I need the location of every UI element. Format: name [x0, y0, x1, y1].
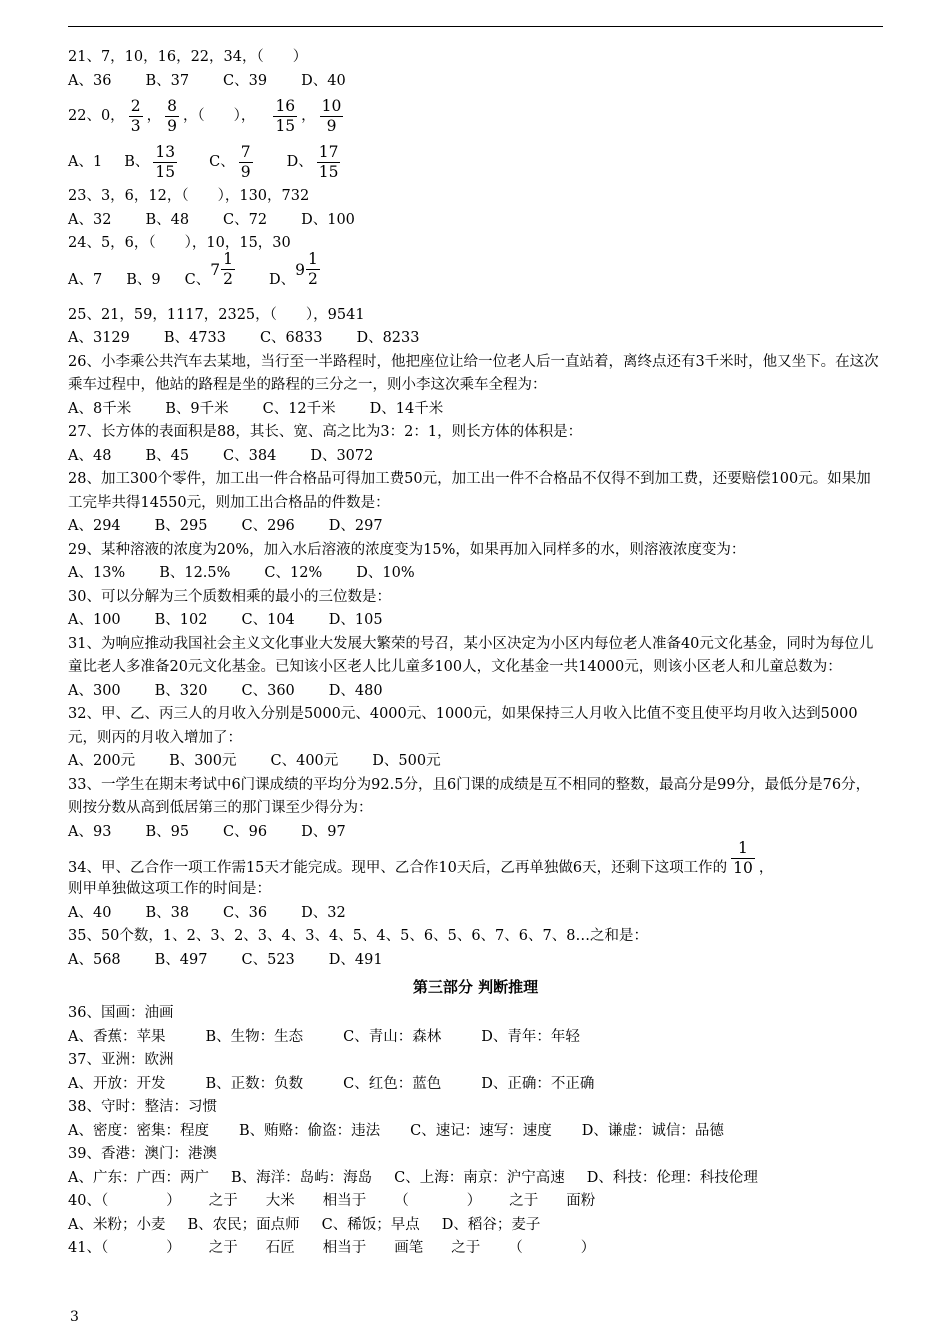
- question-24: 24、5，6，（ ），10，15，30: [68, 235, 291, 251]
- fraction-16-15: $\frac{16}{15}$: [275, 96, 296, 135]
- mixed-number-9-1-2: 9 $\frac{1}{2}$: [295, 250, 318, 288]
- option-29-a: A、13%: [68, 565, 126, 581]
- fraction-17-15: $\frac{17}{15}$: [318, 142, 339, 181]
- question-26: 26、小李乘公共汽车去某地，当行至一半路程时，他把座位让给一位老人后一直站着，离终点还有3千米时，他又坐下。在这次乘车过程中，他站的路程是坐的路程的三分之一，则小李这次乘车全程为：: [68, 353, 879, 393]
- option-26-b: B、9千米: [165, 400, 229, 417]
- option-22-c: C、: [209, 154, 235, 170]
- option-23-b: B、48: [145, 211, 190, 228]
- option-30-a: A、100: [68, 612, 121, 628]
- option-33-d: D、97: [301, 823, 346, 840]
- option-40-a: A、米粉；小麦: [68, 1216, 166, 1233]
- option-29-c: C、12%: [264, 565, 323, 581]
- question-22: 22、0， $\frac{2}{3}$ ， $\frac{8}{9}$ ，（ ）， $\frac{16}{15}$ ， $\frac{10}{9}$: [68, 96, 342, 135]
- option-31-b: B、320: [154, 682, 208, 699]
- option-36-b: B、生物：生态: [205, 1028, 304, 1045]
- options-34: [68, 902, 883, 926]
- question-36: 36、国画：油画: [68, 1005, 174, 1021]
- options-37: [68, 1073, 883, 1097]
- option-33-b: B、95: [145, 823, 190, 840]
- option-31-d: D、480: [328, 682, 383, 699]
- options-23: [68, 209, 883, 233]
- option-24-c: C、: [184, 271, 211, 288]
- option-38-b: B、贿赂：偷盗：违法: [238, 1122, 381, 1139]
- options-40: [68, 1214, 883, 1238]
- question-30: 30、可以分解为三个质数相乘的最小的三位数是：: [68, 588, 391, 605]
- question-28: 28、加工300个零件，加工出一件合格品可得加工费50元，加工出一件不合格品不仅得不到加工费，还要赔偿100元。如果加工完毕共得14550元，则加工出合格品的件数是：: [68, 471, 871, 511]
- option-40-d: D、稻谷；麦子: [441, 1216, 541, 1233]
- option-25-a: A、3129: [68, 330, 130, 346]
- option-25-c: C、6833: [259, 330, 323, 346]
- option-39-d: D、科技：伦理：科技伦理: [586, 1169, 758, 1186]
- option-36-a: A、香蕉：苹果: [68, 1028, 166, 1045]
- options-21: [68, 70, 883, 94]
- option-27-d: D、3072: [310, 447, 374, 464]
- fraction-1-10: $\frac{1}{10}$: [733, 838, 753, 877]
- question-38: 38、守时：整洁：习惯: [68, 1099, 217, 1115]
- option-21-a: A、36: [68, 72, 112, 89]
- option-32-c: C、400元: [270, 753, 339, 769]
- page-number: 3: [70, 1309, 79, 1325]
- option-37-c: C、红色：蓝色: [343, 1075, 442, 1092]
- option-24-d: D、: [268, 271, 296, 288]
- option-25-b: B、4733: [163, 330, 226, 346]
- option-34-c: C、36: [223, 904, 268, 921]
- question-21: 21、7，10，16，22，34，（ ）: [68, 49, 308, 65]
- options-27: [68, 445, 883, 469]
- option-33-c: C、96: [223, 823, 268, 840]
- option-22-b: B、: [124, 154, 150, 170]
- question-35: 35、50个数，1、2、3、2、3、4、3、4、5、4、5、6、5、6、7、6、7、8…之和是：: [68, 928, 648, 944]
- option-38-c: C、速记：速写：速度: [410, 1122, 552, 1139]
- option-26-a: A、8千米: [68, 400, 132, 417]
- option-28-a: A、294: [68, 518, 121, 534]
- option-39-c: C、上海：南京：沪宁高速: [394, 1169, 565, 1186]
- options-26: [68, 398, 883, 422]
- option-27-c: C、384: [223, 447, 277, 464]
- question-40: 40、（ ） 之于 大米 相当于 （ ） 之于 面粉: [68, 1193, 596, 1209]
- mixed-number-7-1-2: 7 $\frac{1}{2}$: [210, 250, 233, 288]
- question-34-cont: 则甲单独做这项工作的时间是：: [68, 881, 271, 897]
- option-37-b: B、正数：负数: [205, 1075, 304, 1092]
- options-30: [68, 609, 883, 633]
- option-38-a: A、密度：密集：程度: [68, 1122, 209, 1139]
- option-35-d: D、491: [328, 951, 383, 968]
- option-35-c: C、523: [241, 951, 295, 968]
- option-34-d: D、32: [301, 904, 346, 921]
- section-title: 第三部分 判断推理: [412, 978, 539, 996]
- options-22: [68, 139, 883, 185]
- option-27-b: B、45: [145, 447, 190, 464]
- question-23: 23、3，6，12，（ ），130，732: [68, 188, 310, 204]
- question-37: 37、亚洲：欧洲: [68, 1052, 174, 1068]
- option-30-c: C、104: [241, 612, 295, 628]
- question-34-text: 34、甲、乙合作一项工作需15天才能完成。现甲、乙合作10天后，乙再单独做6天，还剩下这项工作的: [68, 860, 728, 876]
- option-23-c: C、72: [223, 211, 268, 228]
- option-21-b: B、37: [145, 72, 190, 89]
- header-rule: [68, 26, 883, 27]
- options-35: [68, 949, 883, 973]
- option-26-c: C、12千米: [262, 400, 336, 417]
- question-41: 41、（ ） 之于 石匠 相当于 画笔 之于 （ ）: [68, 1240, 596, 1256]
- question-29: 29、某种溶液的浓度为20%，加入水后溶液的浓度变为15%，如果再加入同样多的水，则溶液浓度变为：: [68, 541, 746, 558]
- option-32-d: D、500元: [372, 753, 441, 769]
- option-22-d: D、: [286, 154, 313, 170]
- option-30-d: D、105: [328, 612, 383, 628]
- option-38-d: D、谦虚：诚信：品德: [581, 1122, 724, 1139]
- question-33: 33、一学生在期末考试中6门课成绩的平均分为92.5分，且6门课的成绩是互不相同的整数，最高分是99分，最低分是76分，则按分数从高到低居第三的那门课至少得分为：: [68, 776, 871, 816]
- options-29: [68, 562, 883, 586]
- option-25-d: D、8233: [356, 330, 420, 346]
- option-32-b: B、300元: [169, 753, 237, 769]
- option-28-d: D、297: [328, 518, 383, 534]
- option-28-c: C、296: [241, 518, 295, 534]
- question-27: 27、长方体的表面积是88，其长、宽、高之比为3：2：1，则长方体的体积是：: [68, 424, 583, 440]
- fraction-7-9: $\frac{7}{9}$: [240, 142, 251, 181]
- option-32-a: A、200元: [68, 753, 136, 769]
- question-25: 25、21，59，1117，2325，（ ），9541: [68, 306, 365, 323]
- fraction-8-9: $\frac{8}{9}$: [167, 96, 177, 135]
- option-36-c: C、青山：森林: [343, 1028, 442, 1045]
- option-27-a: A、48: [68, 447, 112, 464]
- option-34-a: A、40: [68, 904, 112, 921]
- options-39: [68, 1167, 883, 1191]
- option-23-d: D、100: [301, 211, 355, 228]
- options-36: [68, 1026, 883, 1050]
- question-34: 34、甲、乙合作一项工作需15天才能完成。现甲、乙合作10天后，乙再单独做6天，还剩下这项工作的 $\frac{1}{10}$ ，: [68, 838, 774, 877]
- option-24-b: B、9: [126, 271, 161, 288]
- option-23-a: A、32: [68, 211, 112, 228]
- question-32: 32、甲、乙、丙三人的月收入分别是5000元、4000元、1000元，如果保持三人月收入比值不变且使平均月收入达到5000元，则丙的月收入增加了：: [68, 706, 858, 746]
- option-40-c: C、稀饭；早点: [321, 1216, 420, 1233]
- options-38: [68, 1120, 883, 1144]
- document-body: [68, 46, 883, 1261]
- option-33-a: A、93: [68, 823, 112, 840]
- option-35-b: B、497: [154, 951, 208, 968]
- option-40-b: B、农民；面点师: [187, 1216, 300, 1233]
- options-32: [68, 750, 883, 774]
- option-31-a: A、300: [68, 682, 121, 699]
- option-37-d: D、正确：不正确: [481, 1075, 595, 1092]
- option-37-a: A、开放：开发: [68, 1075, 166, 1092]
- options-25: [68, 327, 883, 351]
- options-31: [68, 680, 883, 704]
- option-36-d: D、青年：年轻: [481, 1028, 580, 1045]
- question-39: 39、香港：澳门：港澳: [68, 1146, 217, 1162]
- options-24: [68, 250, 883, 304]
- option-29-d: D、10%: [356, 565, 415, 581]
- option-39-b: B、海洋：岛屿：海岛: [230, 1169, 373, 1186]
- option-31-c: C、360: [241, 682, 295, 699]
- options-33: [68, 821, 883, 845]
- option-39-a: A、广东：广西：两广: [68, 1169, 209, 1186]
- question-22-prefix: 22、0，: [68, 108, 125, 124]
- option-22-a: A、1: [68, 154, 103, 170]
- option-21-c: C、39: [223, 72, 268, 89]
- option-30-b: B、102: [154, 612, 208, 628]
- fraction-2-3: $\frac{2}{3}$: [130, 96, 141, 135]
- fraction-10-9: $\frac{10}{9}$: [321, 96, 342, 135]
- option-35-a: A、568: [68, 951, 121, 968]
- option-24-a: A、7: [68, 271, 103, 288]
- option-34-b: B、38: [145, 904, 190, 921]
- option-26-d: D、14千米: [369, 400, 444, 417]
- options-28: [68, 515, 883, 539]
- question-31: 31、为响应推动我国社会主义文化事业大发展大繁荣的号召，某小区决定为小区内每位老人准备40元文化基金，同时为每位儿童比老人多准备20元文化基金。已知该小区老人比儿童多100人，文化基金一共14000元，则该小区老人和儿童总数为：: [68, 635, 874, 675]
- fraction-13-15: $\frac{13}{15}$: [155, 142, 176, 181]
- option-28-b: B、295: [154, 518, 208, 534]
- option-21-d: D、40: [301, 72, 346, 89]
- option-29-b: B、12.5%: [159, 565, 231, 581]
